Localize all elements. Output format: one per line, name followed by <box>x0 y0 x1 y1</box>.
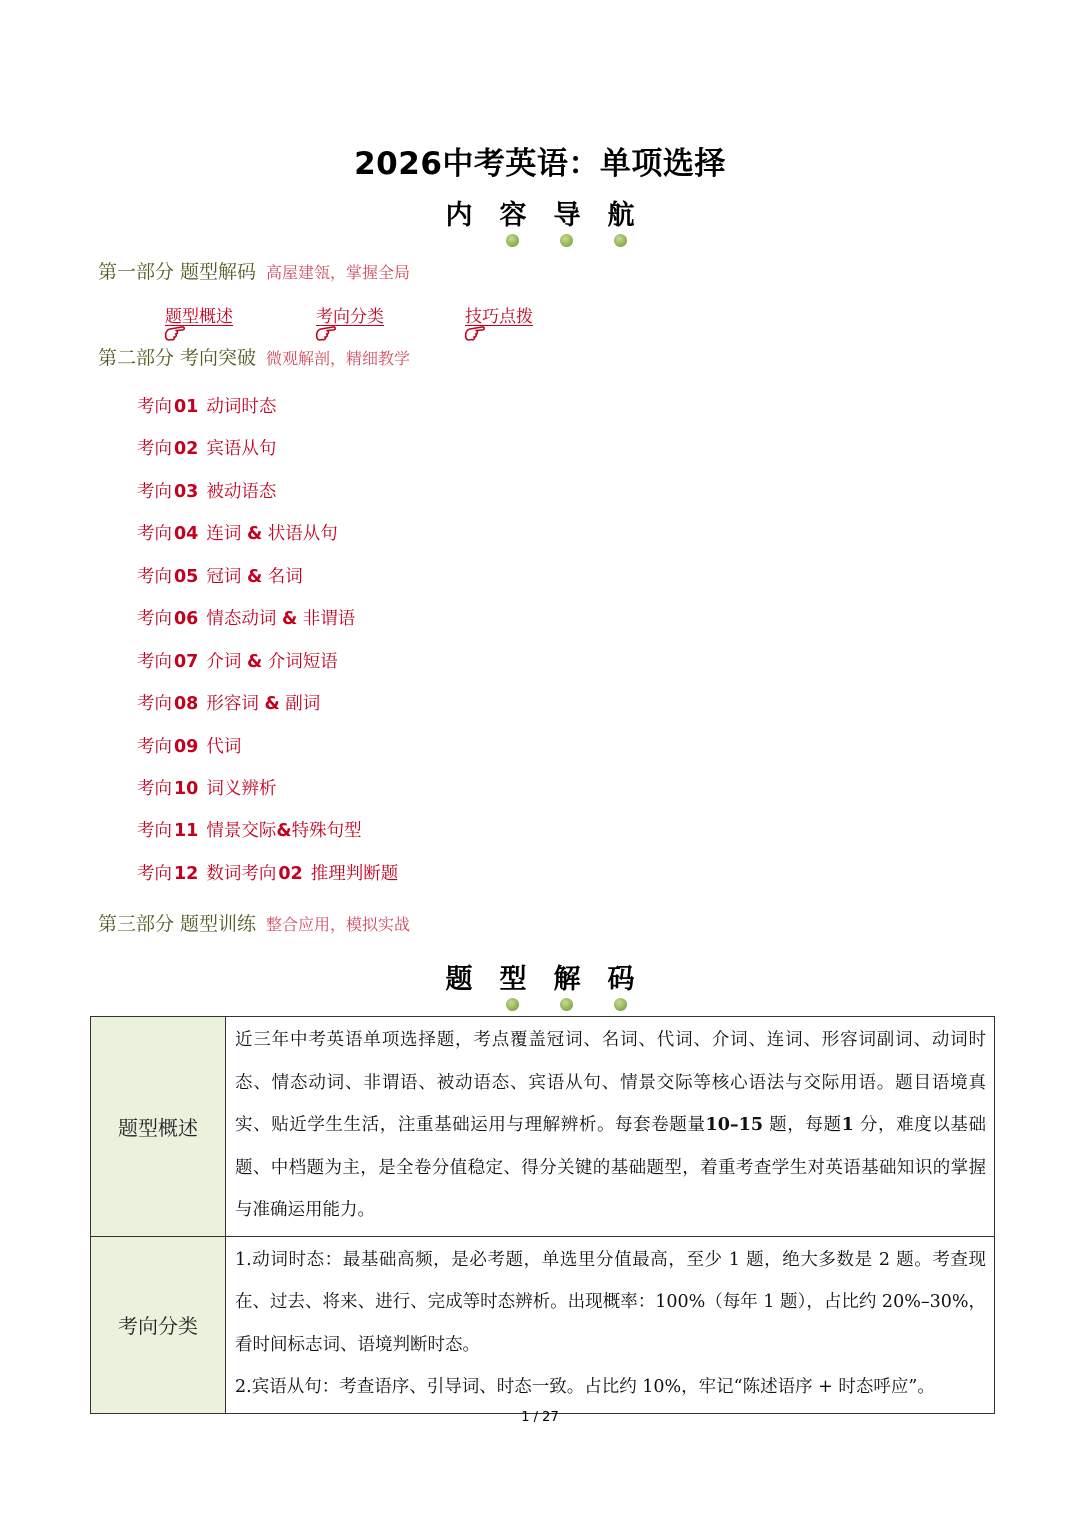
pointing-hand-icon <box>163 320 187 342</box>
table-text-classification <box>226 1236 995 1413</box>
topic-link[interactable]: 考向 05 冠词 & 名词 <box>137 567 303 587</box>
link-overview-label: 题型概述 <box>165 307 233 327</box>
topic-link[interactable]: 考向 06 情态动词 & 非谓语 <box>137 609 356 629</box>
part2-row <box>98 344 410 373</box>
decode-heading-char: 码 <box>597 962 645 998</box>
pointing-hand-icon <box>314 320 338 342</box>
green-dot-icon <box>560 234 573 247</box>
document-title: 2026中考英语：单项选择 <box>354 146 726 182</box>
nav-heading-char: 内 <box>445 200 473 231</box>
link-tips-label: 技巧点拨 <box>465 307 533 327</box>
part1-title: 第一部分 题型解码 <box>98 261 257 283</box>
topic-link[interactable]: 考向 02 宾语从句 <box>137 439 277 459</box>
green-dot-icon <box>614 234 627 247</box>
table-text-overview: 近三年中考英语单项选择题，考点覆盖冠词、名词、代词、介词、连词、形容词副词、动词时态、情态动词、非谓语、被动语态、宾语从句、情景交际等核心语法与交际用语。题目语境真实、贴近学生生活，注重基础运用与理解辨析。每套卷题量10–15 题，每题1 分，难度以基础题、中档题为主，是全卷分值稳定、得分关键的基础题型，着重考查学生对英语基础知识的掌握与准确运用能力。 <box>226 1017 995 1237</box>
table-label-overview: 题型概述 <box>91 1017 226 1237</box>
decode-heading <box>0 962 1080 998</box>
part2-title: 第二部分 考向突破 <box>98 347 257 369</box>
link-overview[interactable] <box>165 302 233 327</box>
pointing-hand-icon <box>463 320 487 342</box>
link-classification-label: 考向分类 <box>316 307 384 327</box>
green-dot-icon <box>560 998 573 1011</box>
link-tips[interactable] <box>465 302 533 327</box>
part3-subtitle: 整合应用，模拟实战 <box>266 915 411 934</box>
page-number: 1 / 27 <box>521 1410 559 1425</box>
part3-title: 第三部分 题型训练 <box>98 913 257 935</box>
topic-link[interactable]: 考向 01 动词时态 <box>137 397 277 417</box>
topic-link[interactable]: 考向 04 连词 & 状语从句 <box>137 524 338 544</box>
topic-link[interactable]: 考向 08 形容词 & 副词 <box>137 694 321 714</box>
part2-subtitle: 微观解剖，精细教学 <box>266 349 411 368</box>
topic-link[interactable]: 考向 03 被动语态 <box>137 482 277 502</box>
part3-row <box>98 910 410 939</box>
table-label-classification: 考向分类 <box>91 1236 226 1413</box>
table-row <box>91 1236 995 1413</box>
topic-link[interactable]: 考向 12 数词考向 02 推理判断题 <box>137 864 399 884</box>
overview-table <box>90 1016 995 1414</box>
link-classification[interactable] <box>316 302 384 327</box>
decode-heading-char: 题 <box>445 964 473 995</box>
topic-link[interactable]: 考向 09 代词 <box>137 737 242 757</box>
green-dot-icon <box>506 998 519 1011</box>
classification-item: 2.宾语从句：考查语序、引导词、时态一致。占比约 10%，牢记“陈述语序 + 时态呼应”。 <box>235 1377 935 1397</box>
green-dot-icon <box>614 998 627 1011</box>
decode-heading-char: 型 <box>489 962 537 998</box>
classification-item: 1.动词时态：最基础高频，是必考题，单选里分值最高，至少 1 题，绝大多数是 2 题。考查现在、过去、将来、进行、完成等时态辨析。出现概率：100%（每年 1 题），占比约 20%–30%，看时间标志词、语境判断时态。 <box>235 1249 986 1355</box>
part1-subtitle: 高屋建瓴，掌握全局 <box>266 263 411 282</box>
decode-heading-char: 解 <box>543 962 591 998</box>
table-row <box>91 1017 995 1237</box>
topic-link[interactable]: 考向 11 情景交际&特殊句型 <box>137 821 362 841</box>
topic-link[interactable]: 考向 07 介词 & 介词短语 <box>137 652 338 672</box>
nav-heading-char: 容 <box>489 198 537 234</box>
nav-heading <box>0 198 1080 234</box>
nav-heading-char: 导 <box>543 198 591 234</box>
green-dot-icon <box>506 234 519 247</box>
part1-row <box>98 258 410 287</box>
topic-link[interactable]: 考向 10 词义辨析 <box>137 779 277 799</box>
nav-heading-char: 航 <box>597 198 645 234</box>
